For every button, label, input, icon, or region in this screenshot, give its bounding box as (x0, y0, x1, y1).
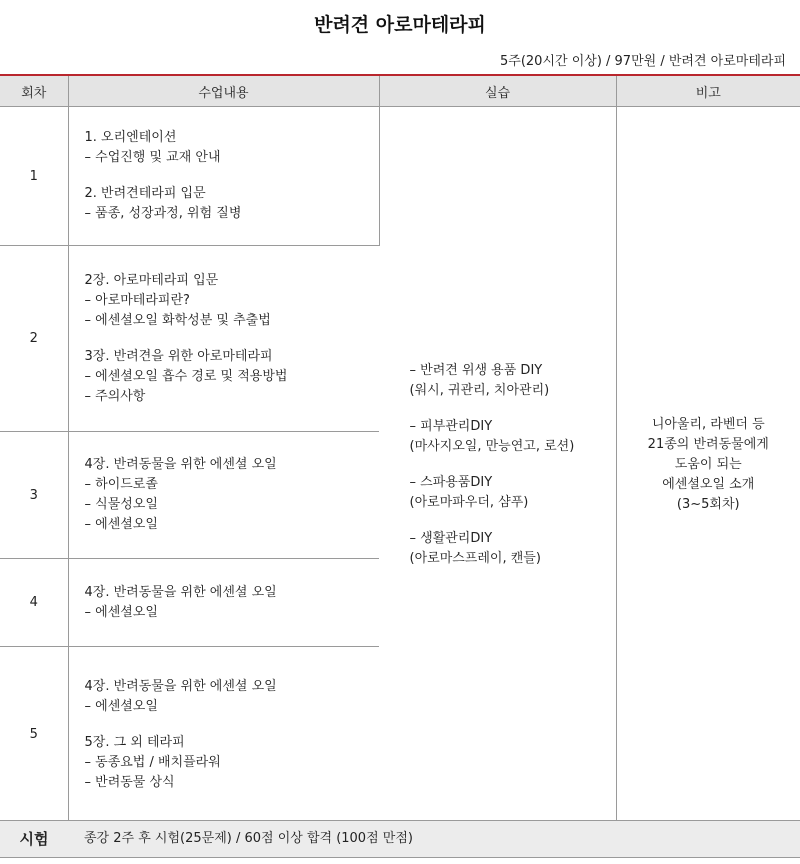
practice-line: (워시, 귀관리, 치아관리) (409, 382, 550, 398)
content-line: – 에센셜오일 화학성분 및 추출법 (84, 312, 271, 328)
header-note: 비고 (616, 76, 800, 107)
session-number: 1 (0, 107, 68, 246)
content-line: – 에센셜오일 (84, 604, 158, 620)
content-line: 3장. 반려견을 위한 아로마테라피 (84, 348, 273, 364)
content-line: 4장. 반려동물을 위한 에센셜 오일 (84, 457, 277, 472)
practice-line: (마사지오일, 만능연고, 로션) (409, 438, 575, 454)
note-line: 에센셜오일 소개 (662, 476, 755, 492)
note-line: 21종의 반려동물에게 (647, 436, 769, 452)
note-cell (616, 107, 800, 823)
session-content (68, 432, 379, 559)
practice-cell (379, 107, 616, 823)
session-content (68, 647, 379, 823)
content-line: – 품종, 성장과정, 위험 질병 (84, 206, 242, 221)
session-number: 2 (0, 246, 68, 432)
note-line: 도움이 되는 (674, 456, 742, 472)
content-line: 4장. 반려동물을 위한 에센셜 오일 (84, 678, 277, 694)
exam-description: 종강 2주 후 시험(25문제) / 60점 이상 합격 (100점 만점) (84, 831, 413, 846)
table-header-row (0, 76, 800, 107)
note-line: 니아울리, 라벤더 등 (651, 416, 765, 432)
practice-line: – 피부관리DIY (409, 418, 493, 434)
content-line: – 주의사항 (84, 388, 146, 404)
header-content: 수업내용 (68, 76, 379, 107)
note-line: (3~5회차) (676, 496, 740, 512)
practice-line: (아로마스프레이, 캔들) (409, 550, 541, 566)
session-content (68, 107, 379, 246)
table-row (0, 107, 800, 246)
content-line: – 하이드로졸 (84, 477, 158, 492)
content-line: 1. 오리엔테이션 (84, 130, 177, 145)
content-line: – 동종요법 / 배치플라워 (84, 754, 221, 770)
content-line: 2. 반려견테라피 입문 (84, 186, 206, 201)
exam-row (0, 820, 800, 858)
practice-line: – 생활관리DIY (409, 530, 493, 546)
session-number: 5 (0, 647, 68, 823)
content-line: – 에센셜오일 흡수 경로 및 적용방법 (84, 368, 288, 384)
curriculum-table (0, 76, 800, 823)
content-line: 4장. 반려동물을 위한 에센셜 오일 (84, 584, 277, 600)
session-content (68, 246, 379, 432)
content-line: 5장. 그 외 테라피 (84, 734, 185, 750)
content-line: – 에센셜오일 (84, 698, 158, 714)
content-line: – 반려동물 상식 (84, 774, 175, 790)
content-line: – 식물성오일 (84, 497, 158, 512)
exam-label: 시험 (19, 830, 49, 848)
content-line: 2장. 아로마테라피 입문 (84, 272, 219, 288)
practice-line: – 스파용품DIY (409, 474, 493, 490)
course-summary: 5주(20시간 이상) / 97만원 / 반려견 아로마테라피 (500, 54, 786, 69)
session-number: 3 (0, 432, 68, 559)
content-line: – 수업진행 및 교재 안내 (84, 150, 221, 165)
practice-line: – 반려견 위생 용품 DIY (409, 362, 543, 378)
header-session: 회차 (0, 76, 68, 107)
session-number: 4 (0, 559, 68, 647)
session-content (68, 559, 379, 647)
header-practice: 실습 (379, 76, 616, 107)
content-line: – 아로마테라피란? (84, 292, 190, 308)
content-line: – 에센셜오일 (84, 517, 158, 532)
page-title: 반려견 아로마테라피 (314, 14, 486, 36)
practice-line: (아로마파우더, 샴푸) (409, 494, 529, 510)
